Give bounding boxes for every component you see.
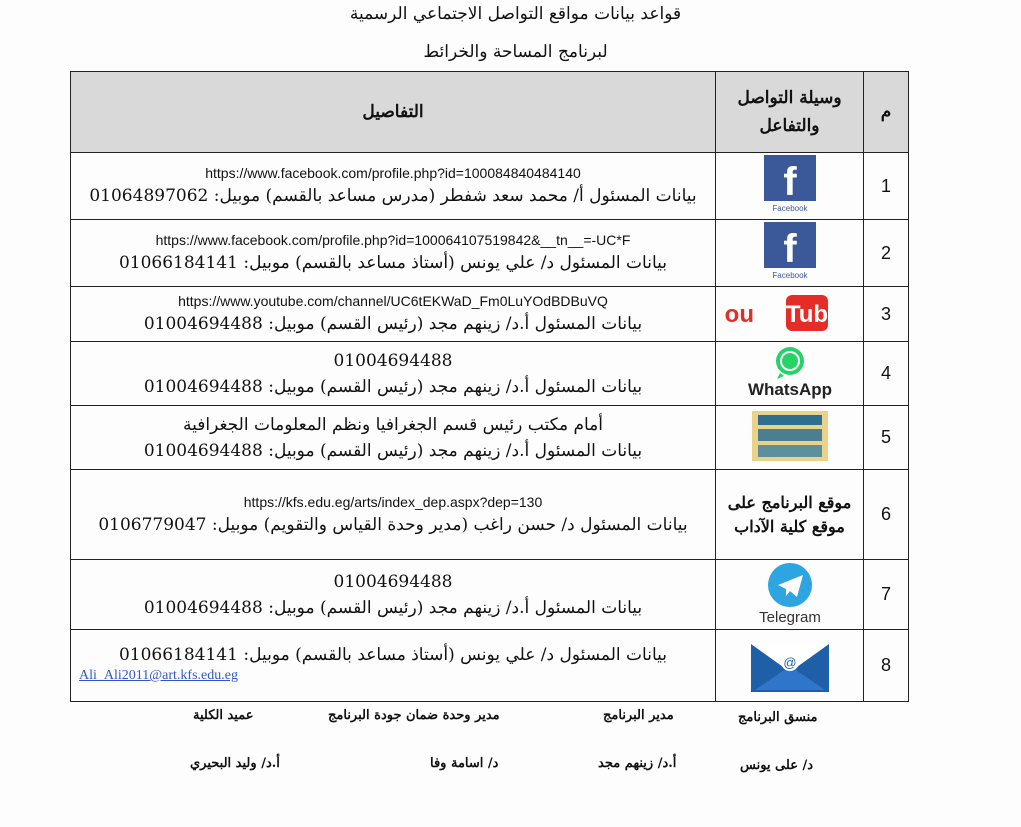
table-row — [71, 287, 909, 342]
director-role: مدير البرنامج — [603, 708, 674, 723]
coordinator-name: د/ على يونس — [740, 758, 814, 773]
row-media — [716, 287, 864, 342]
table-row — [71, 342, 909, 406]
responsible-info: بيانات المسئول أ/ محمد سعد شفطر (مدرس مساعد بالقسم) موبيل: 01064897062 — [89, 186, 697, 206]
row-details — [71, 287, 716, 342]
telegram-number: 01004694488 — [333, 571, 453, 592]
row-number: 4 — [864, 342, 909, 406]
row-number: 2 — [864, 220, 909, 287]
whatsapp-number: 01004694488 — [333, 350, 453, 371]
row-number: 7 — [864, 560, 909, 630]
email-address-link[interactable]: Ali_Ali2011@art.kfs.edu.eg — [79, 668, 238, 683]
table-row — [71, 560, 909, 630]
row-details — [71, 220, 716, 287]
facebook-caption: Facebook — [771, 204, 808, 213]
facebook-icon[interactable] — [752, 220, 828, 282]
table-row — [71, 153, 909, 220]
responsible-info: بيانات المسئول أ.د/ زينهم مجد (رئيس القسم) موبيل: 01004694488 — [143, 597, 643, 618]
facebook-url-link[interactable]: https://www.facebook.com/profile.php?id=100084840484140 — [205, 165, 581, 181]
svg-text:f: f — [782, 227, 797, 271]
social-media-table — [70, 71, 909, 702]
table-row — [71, 630, 909, 702]
responsible-info: بيانات المسئول أ.د/ زينهم مجد (رئيس القسم) موبيل: 01004694488 — [143, 376, 643, 397]
dean-name: أ.د/ وليد البحيري — [190, 756, 280, 771]
row-details — [71, 153, 716, 220]
row-media — [716, 560, 864, 630]
email-icon[interactable] — [735, 632, 845, 696]
whatsapp-caption: WhatsApp — [747, 379, 832, 399]
responsible-info: بيانات المسئول د/ علي يونس (أستاذ مساعد بالقسم) موبيل: 01066184141 — [118, 645, 668, 665]
row-details — [71, 630, 716, 702]
suggestion-box-icon — [748, 407, 832, 465]
youtube-you-text: ou — [724, 301, 754, 328]
row-media — [716, 630, 864, 702]
row-media — [716, 406, 864, 470]
row-number: 8 — [864, 630, 909, 702]
program-website-label: موقع البرنامج على موقع كلية الآداب — [727, 492, 852, 536]
telegram-icon[interactable] — [735, 561, 845, 625]
table-row — [71, 470, 909, 560]
responsible-info: بيانات المسئول أ.د/ زينهم مجد (رئيس القسم) موبيل: 01004694488 — [143, 314, 643, 334]
row-details — [71, 470, 716, 560]
row-number: 6 — [864, 470, 909, 560]
facebook-url-link[interactable]: https://www.facebook.com/profile.php?id=100064107519842&__tn__=-UC*F — [155, 232, 631, 248]
quality-role: مدير وحدة ضمان جودة البرنامج — [328, 708, 500, 723]
table-header-row — [71, 72, 909, 153]
quality-name: د/ اسامة وفا — [430, 756, 499, 771]
header-details: التفاصيل — [71, 72, 716, 153]
header-media: وسيلة التواصل والتفاعل — [716, 72, 864, 153]
table-row — [71, 220, 909, 287]
telegram-caption: Telegram — [758, 608, 821, 626]
row-number: 3 — [864, 287, 909, 342]
row-media — [716, 342, 864, 406]
youtube-url-link[interactable]: https://www.youtube.com/channel/UC6tEKWaD_Fm0LuYOdBDBuVQ — [178, 293, 608, 309]
header-num: م — [864, 72, 909, 153]
row-number: 1 — [864, 153, 909, 220]
email-at-sign: @ — [782, 654, 797, 670]
row-media — [716, 220, 864, 287]
facebook-caption: Facebook — [771, 271, 808, 280]
responsible-info: بيانات المسئول د/ حسن راغب (مدير وحدة القياس والتقويم) موبيل: 0106779047 — [98, 514, 688, 535]
youtube-tube-text: Tub — [785, 301, 828, 328]
dean-role: عميد الكلية — [193, 708, 254, 723]
website-url-link[interactable]: https://kfs.edu.eg/arts/index_dep.aspx?dep=130 — [243, 493, 543, 510]
row-number: 5 — [864, 406, 909, 470]
document-title: قواعد بيانات مواقع التواصل الاجتماعي الرسمية — [349, 4, 682, 24]
coordinator-role: منسق البرنامج — [738, 710, 818, 725]
row-details — [71, 342, 716, 406]
facebook-icon[interactable] — [752, 153, 828, 215]
director-name: أ.د/ زينهم مجد — [598, 756, 677, 771]
row-details — [71, 560, 716, 630]
row-details — [71, 406, 716, 470]
whatsapp-icon[interactable] — [728, 343, 852, 401]
youtube-icon[interactable] — [724, 289, 830, 335]
document-subtitle: لبرنامج المساحة والخرائط — [423, 42, 608, 62]
svg-text:f: f — [782, 160, 797, 204]
row-media — [716, 153, 864, 220]
responsible-info: بيانات المسئول أ.د/ زينهم مجد (رئيس القسم) موبيل: 01004694488 — [143, 440, 643, 461]
row-media — [716, 470, 864, 560]
table-row — [71, 406, 909, 470]
responsible-info: بيانات المسئول د/ علي يونس (أستاذ مساعد بالقسم) موبيل: 01066184141 — [118, 253, 668, 273]
box-location: أمام مكتب رئيس قسم الجغرافيا ونظم المعلومات الجغرافية — [182, 414, 604, 435]
